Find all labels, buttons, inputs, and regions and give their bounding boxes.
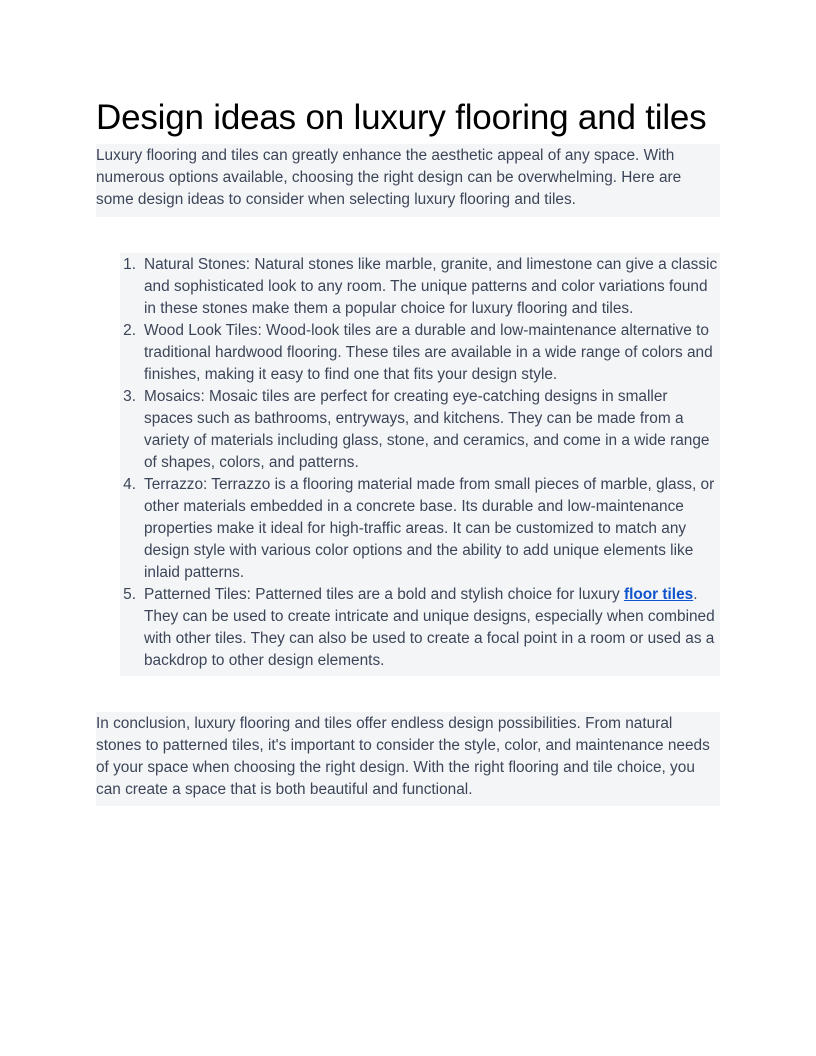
list-item-text-before-link: Patterned Tiles: Patterned tiles are a bold and stylish choice for luxury (144, 586, 624, 603)
list-item-text: Terrazzo: Terrazzo is a flooring material made from small pieces of marble, glass, or other materials embedded in a concrete base. Its durable and low-maintenance properties make it ideal for high-traffic areas. It can be customized to match any design style with various color options and the ability to add unique elements like inlaid patterns. (144, 476, 715, 581)
floor-tiles-link[interactable]: floor tiles (623, 586, 694, 603)
conclusion-paragraph: In conclusion, luxury flooring and tiles offer endless design possibilities. From natural stones to patterned tiles, it's important to consider the style, color, and maintenance needs of your space when choosing the right design. With the right flooring and tile choice, you can create a space that is both beautiful and functional. (96, 712, 720, 806)
design-ideas-block (120, 253, 720, 676)
list-number: 3. (123, 388, 136, 405)
list-item-text: Wood Look Tiles: Wood-look tiles are a durable and low-maintenance alternative to traditional hardwood flooring. These tiles are available in a wide range of colors and finishes, making it easy to find one that fits your design style. (144, 322, 713, 383)
list-item-patterned-tiles (120, 584, 720, 672)
list-number: 2. (123, 322, 136, 339)
list-item-mosaics (120, 386, 720, 474)
list-number: 1. (123, 256, 136, 273)
list-item-natural-stones (120, 254, 720, 320)
list-item-text: Natural Stones: Natural stones like marble, granite, and limestone can give a classic and sophisticated look to any room. The unique patterns and color variations found in these stones make them a popular choice for luxury flooring and tiles. (144, 256, 718, 317)
list-item-wood-look-tiles (120, 320, 720, 386)
design-ideas-list (120, 254, 720, 672)
page-title: Design ideas on luxury flooring and tiles (96, 98, 707, 137)
list-item-text-after-link: . They can be used to create intricate and unique designs, especially when combined with other tiles. They can also be used to create a focal point in a room or used as a backdrop to other design elements. (144, 586, 715, 669)
intro-paragraph: Luxury flooring and tiles can greatly enhance the aesthetic appeal of any space. With numerous options available, choosing the right design can be overwhelming. Here are some design ideas to consider when selecting luxury flooring and tiles. (96, 144, 720, 217)
list-number: 4. (123, 476, 136, 493)
document-page (96, 96, 720, 806)
list-item-text: Mosaics: Mosaic tiles are perfect for creating eye-catching designs in smaller spaces such as bathrooms, entryways, and kitchens. They can be made from a variety of materials including glass, stone, and ceramics, and come in a wide range of shapes, colors, and patterns. (144, 388, 710, 471)
list-item-terrazzo (120, 474, 720, 584)
list-item-text (144, 586, 715, 669)
list-number: 5. (123, 586, 136, 603)
